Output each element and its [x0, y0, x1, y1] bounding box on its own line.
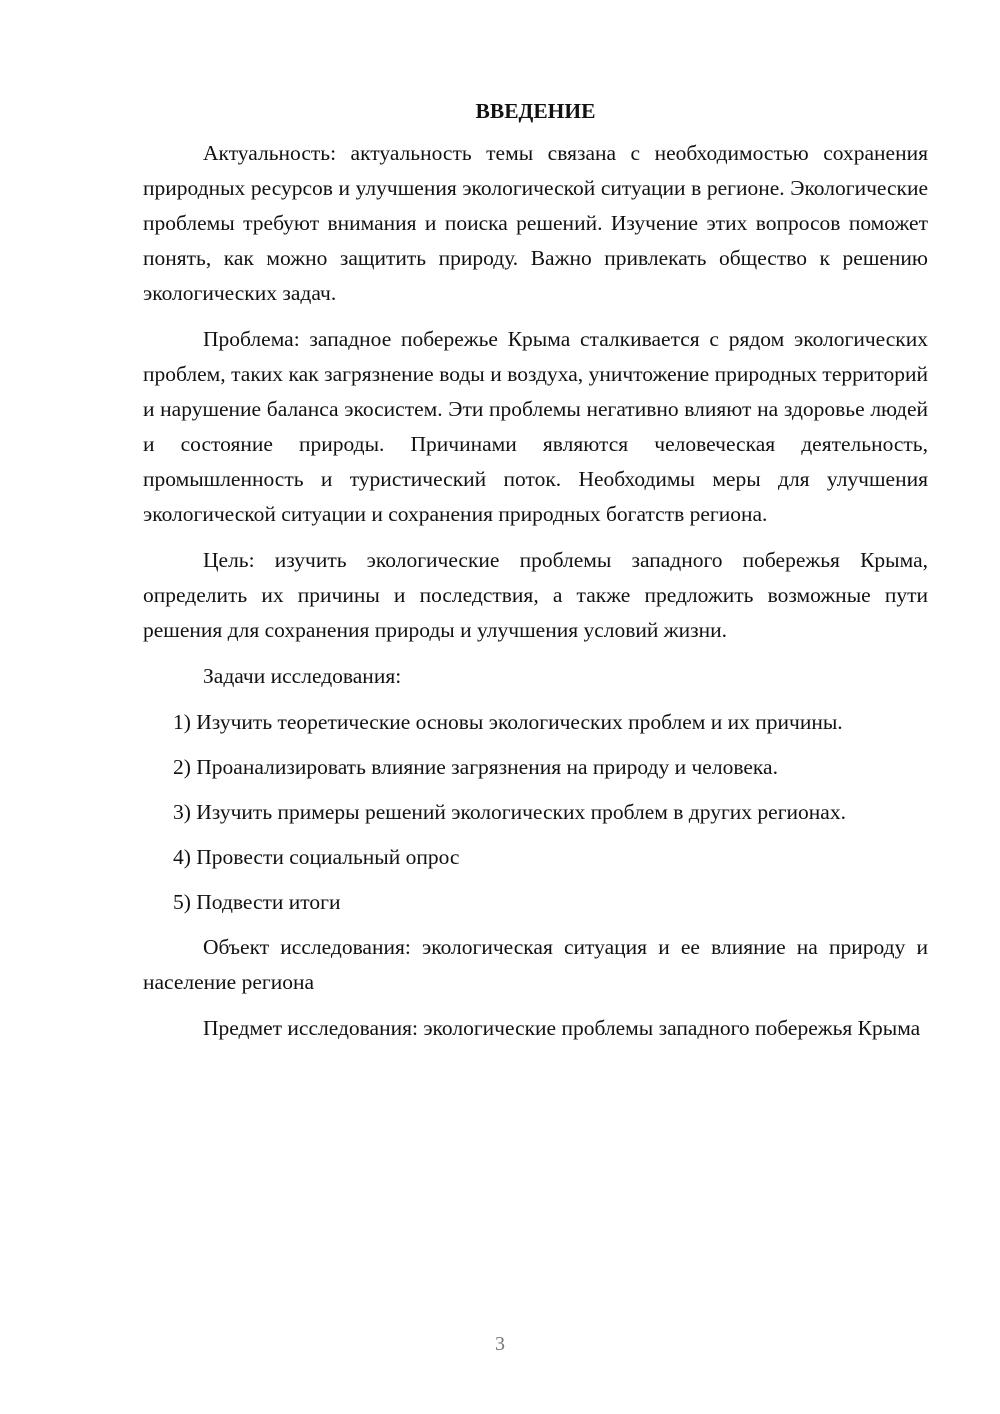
subject-paragraph: Предмет исследования: экологические проблемы западного побережья Крыма [203, 1016, 921, 1040]
page-title: ВВЕДЕНИЕ [475, 99, 596, 123]
problem-paragraph: Проблема: западное побережье Крыма сталкивается с рядом экологических проблем, таких как загрязнение воды и воздуха, уничтожение природных территорий и нарушение баланса экосистем. Эти проблемы негативно влияют на здоровье людей и состояние природы. Причинами являются человеческая деятельность, промышленность и туристический поток. Необходимы меры для улучшения экологической ситуации и сохранения природных богатств региона. [143, 327, 928, 526]
task-item-5: 5) Подвести итоги [173, 890, 341, 914]
task-item-4: 4) Провести социальный опрос [173, 845, 460, 869]
object-paragraph: Объект исследования: экологическая ситуация и ее влияние на природу и население региона [143, 935, 928, 994]
task-item-3: 3) Изучить примеры решений экологических проблем в других регионах. [173, 800, 846, 824]
document-page [143, 96, 928, 1057]
task-item-2: 2) Проанализировать влияние загрязнения на природу и человека. [173, 755, 778, 779]
relevance-paragraph: Актуальность: актуальность темы связана с необходимостью сохранения природных ресурсов и улучшения экологической ситуации в регионе. Экологические проблемы требуют внимания и поиска решений. Изучение этих вопросов поможет понять, как можно защитить природу. Важно привлекать общество к решению экологических задач. [143, 141, 928, 305]
task-item-1: 1) Изучить теоретические основы экологических проблем и их причины. [173, 710, 843, 734]
goal-paragraph: Цель: изучить экологические проблемы западного побережья Крыма, определить их причины и последствия, а также предложить возможные пути решения для сохранения природы и улучшения условий жизни. [143, 548, 928, 642]
page-number: 3 [495, 1333, 505, 1355]
tasks-heading: Задачи исследования: [203, 664, 402, 688]
